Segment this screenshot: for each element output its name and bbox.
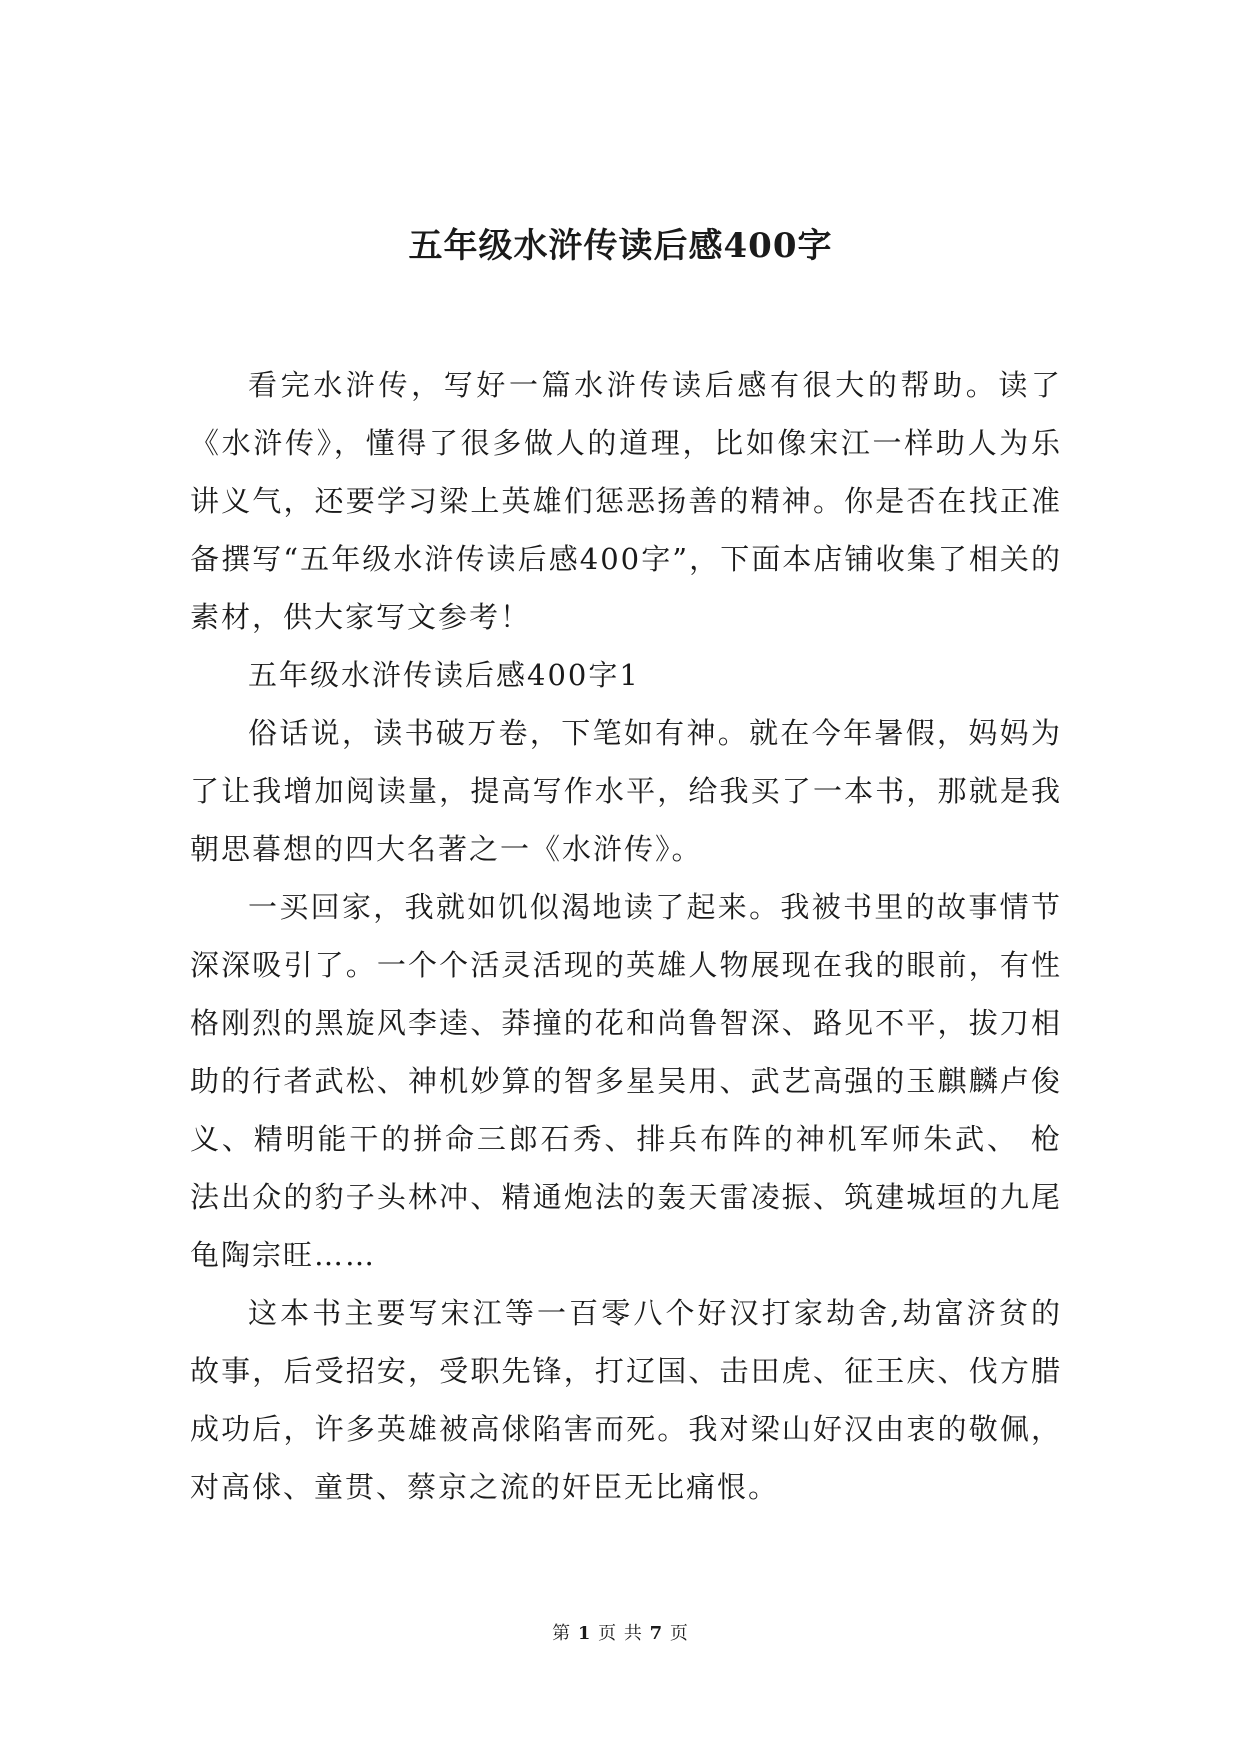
page-footer	[0, 1622, 1241, 1646]
current-page-number: 1	[577, 1623, 592, 1644]
total-pages-number: 7	[649, 1623, 664, 1644]
section-heading: 五年级水浒传读后感400字1	[248, 658, 640, 692]
paragraph-intro: 看完水浒传，写好一篇水浒传读后感有很大的帮助。读了《水浒传》，懂得了很多做人的道理，比如像宋江一样助人为乐讲义气，还要学习梁上英雄们惩恶扬善的精神。你是否在找正准备撰写“五年级水浒传读后感400字”，下面本店铺收集了相关的素材，供大家写文参考！	[190, 368, 1062, 634]
paragraph: 俗话说，读书破万卷，下笔如有神。就在今年暑假，妈妈为了让我增加阅读量，提高写作水平，给我买了一本书，那就是我朝思暮想的四大名著之一《水浒传》。	[190, 716, 1062, 866]
footer-middle: 页 共	[598, 1623, 643, 1644]
footer-prefix: 第	[552, 1623, 572, 1644]
footer-suffix: 页	[669, 1623, 689, 1644]
paragraph: 一买回家，我就如饥似渴地读了起来。我被书里的故事情节深深吸引了。一个个活灵活现的英雄人物展现在我的眼前，有性格刚烈的黑旋风李逵、莽撞的花和尚鲁智深、路见不平，拔刀相助的行者武松、神机妙算的智多星吴用、武艺高强的玉麒麟卢俊义、精明能干的拼命三郎石秀、排兵布阵的神机军师朱武、 枪 法出众的豹子头林冲、精通炮法的轰天雷凌振、筑建城垣的九尾龟陶宗旺……	[190, 890, 1062, 1272]
document-body	[190, 356, 1062, 1516]
document-title: 五年级水浒传读后感400字	[408, 226, 833, 266]
paragraph: 这本书主要写宋江等一百零八个好汉打家劫舍,劫富济贫的故事，后受招安，受职先锋，打辽国、击田虎、征王庆、伐方腊成功后，许多英雄被高俅陷害而死。我对梁山好汉由衷的敬佩，对高俅、童贯、蔡京之流的奸臣无比痛恨。	[190, 1296, 1062, 1504]
